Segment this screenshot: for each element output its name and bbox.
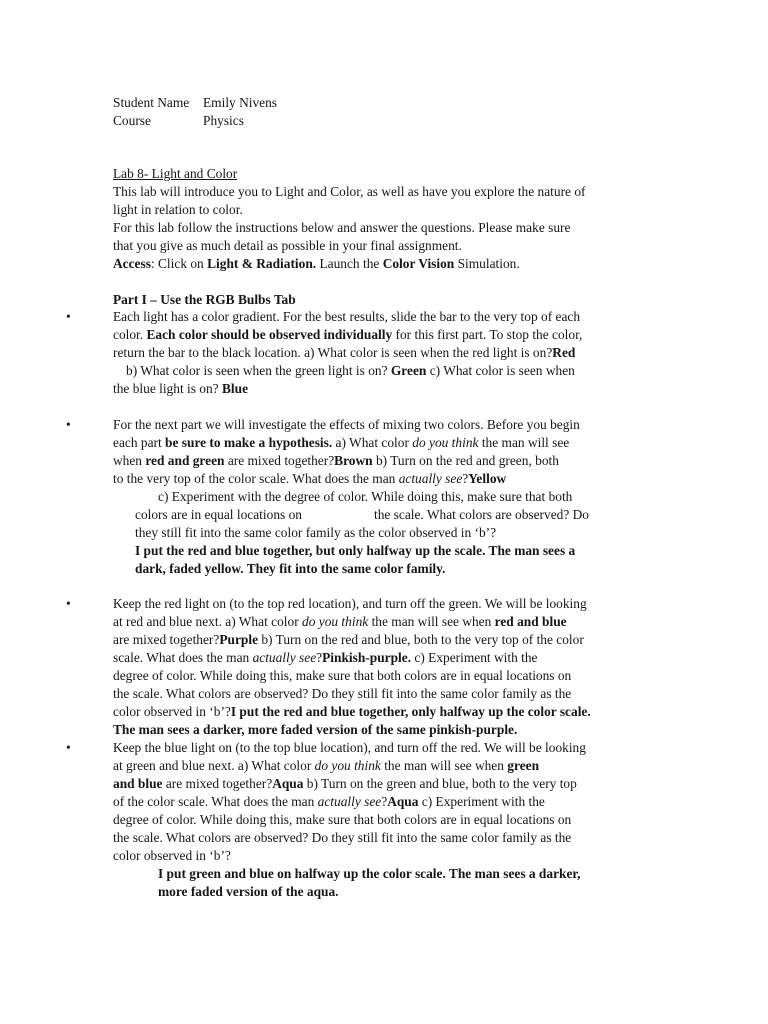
answer-text: Brown [334, 453, 373, 468]
student-name-line [113, 94, 278, 112]
paragraph-line: Keep the blue light on (to the top blue location), and turn off the red. We will be looking [113, 740, 586, 755]
paragraph-line: the scale. What colors are observed? Do they still fit into the same color family as the [113, 686, 572, 701]
answer-text: I put the red and blue together, only halfway up the color scale. [230, 704, 591, 719]
paragraph-line: color observed in ‘b’?I put the red and blue together, only halfway up the color scale. [113, 704, 591, 719]
student-name-value: Emily Nivens [203, 95, 278, 110]
answer-text: Aqua [272, 776, 304, 791]
paragraph-line: return the bar to the black location. a) What color is seen when the red light is on?Red [113, 345, 576, 360]
paragraph-line: and blue are mixed together?Aqua b) Turn on the green and blue, both to the very top [113, 776, 577, 791]
course-line [113, 112, 244, 130]
answer-text: Purple [219, 632, 259, 647]
paragraph-line: when red and green are mixed together?Brown b) Turn on the red and green, both [113, 453, 559, 468]
paragraph-line: the scale. What colors are observed? Do they still fit into the same color family as the [113, 830, 572, 845]
answer-text: I put green and blue on halfway up the color scale. The man sees a darker, [158, 866, 581, 881]
bullet-marker: • [66, 596, 71, 611]
answer-text: Green [390, 363, 427, 378]
paragraph-line: c) Experiment with the degree of color. While doing this, make sure that both [158, 489, 573, 504]
answer-text: The man sees a darker, more faded version of the same pinkish-purple. [113, 722, 518, 737]
intro-line: light in relation to color. [113, 202, 243, 217]
lab-title: Lab 8- Light and Color [113, 166, 238, 181]
paragraph-line: the blue light is on? Blue [113, 381, 249, 396]
paragraph-line: Keep the red light on (to the top red location), and turn off the green. We will be looking [113, 596, 587, 611]
answer-text: dark, faded yellow. They fit into the same color family. [135, 561, 446, 576]
bullet-marker: • [66, 417, 71, 432]
intro-line: that you give as much detail as possible in your final assignment. [113, 238, 462, 253]
paragraph-line: to the very top of the color scale. What does the man actually see?Yellow [113, 471, 507, 486]
bullet-marker: • [66, 309, 71, 324]
paragraph-line: degree of color. While doing this, make sure that both colors are in equal locations on [113, 668, 572, 683]
intro-line: For this lab follow the instructions below and answer the questions. Please make sure [113, 220, 571, 235]
answer-text: Pinkish-purple. [322, 650, 412, 665]
paragraph-line: of the color scale. What does the man actually see?Aqua c) Experiment with the [113, 794, 545, 809]
paragraph-line: are mixed together?Purple b) Turn on the red and blue, both to the very top of the color [113, 632, 584, 647]
paragraph-line: b) What color is seen when the green light is on? Green c) What color is seen when [126, 363, 575, 378]
answer-text: Yellow [468, 471, 507, 486]
paragraph-line: they still fit into the same color family as the color observed in ‘b’? [135, 525, 497, 540]
paragraph-line: at green and blue next. a) What color do you think the man will see when green [113, 758, 540, 773]
paragraph-line: colors are in equal locations on the scale. What colors are observed? Do [135, 507, 589, 522]
paragraph-line: each part be sure to make a hypothesis. a) What color do you think the man will see [113, 435, 570, 450]
paragraph-line: color observed in ‘b’? [113, 848, 231, 863]
course-label: Course [113, 113, 151, 128]
paragraph-line: scale. What does the man actually see?Pinkish-purple. c) Experiment with the [113, 650, 538, 665]
bullet-marker: • [66, 740, 71, 755]
answer-text: Red [552, 345, 576, 360]
paragraph-line: Each light has a color gradient. For the best results, slide the bar to the very top of each [113, 309, 581, 324]
paragraph-line: at red and blue next. a) What color do you think the man will see when red and blue [113, 614, 567, 629]
part-heading: Part I – Use the RGB Bulbs Tab [113, 292, 296, 307]
paragraph-line: degree of color. While doing this, make sure that both colors are in equal locations on [113, 812, 572, 827]
answer-text: more faded version of the aqua. [158, 884, 339, 899]
answer-text: Aqua [387, 794, 419, 809]
intro-line: This lab will introduce you to Light and Color, as well as have you explore the nature of [113, 184, 586, 199]
paragraph-line: For the next part we will investigate the effects of mixing two colors. Before you begin [113, 417, 580, 432]
access-line: Access: Click on Light & Radiation. Launch the Color Vision Simulation. [113, 256, 520, 271]
answer-text: I put the red and blue together, but only halfway up the scale. The man sees a [135, 543, 576, 558]
paragraph-line: color. Each color should be observed individually for this first part. To stop the color, [113, 327, 583, 342]
student-name-label: Student Name [113, 95, 190, 110]
course-value: Physics [203, 113, 244, 128]
answer-text: Blue [221, 381, 249, 396]
